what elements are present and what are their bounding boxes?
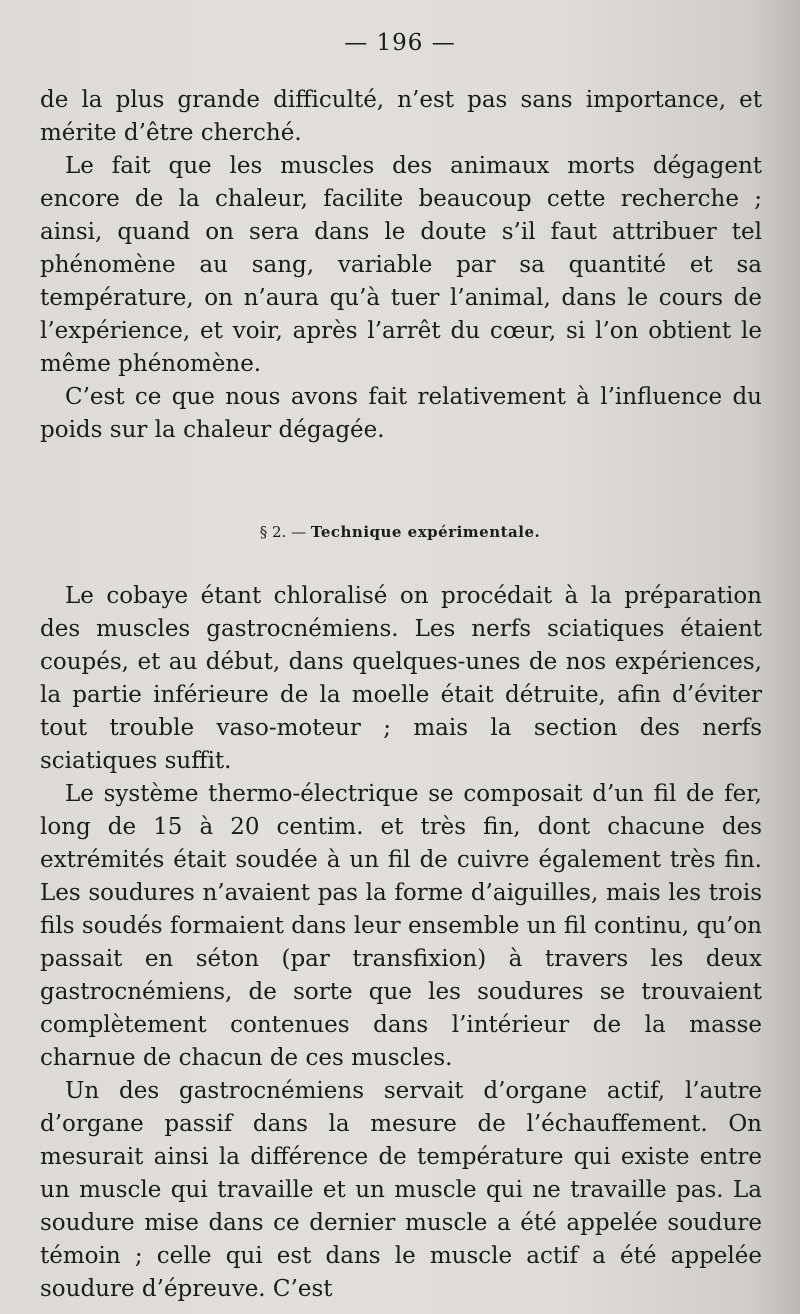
text-block-top — [40, 84, 762, 447]
section-title: Technique expérimentale. — [310, 523, 541, 541]
paragraph: de la plus grande difficulté, n’est pas sans importance, et mérite d’être cherché. — [40, 87, 762, 146]
page-number: — 196 — — [344, 30, 456, 56]
section-heading — [0, 520, 800, 544]
text-block-bottom — [40, 580, 762, 1306]
paragraph: Le cobaye étant chloralisé on procédait à la préparation des muscles gastrocnémiens. Les nerfs sciatiques étaient coupés, et au début, dans quelques-unes de nos expériences, la partie inférieure de la moelle était détruite, afin d’éviter tout trouble vaso-moteur ; mais la section des nerfs sciatiques suffit. — [40, 583, 762, 774]
paragraph: Un des gastrocnémiens servait d’organe actif, l’autre d’organe passif dans la mesure de l’échauffement. On mesurait ainsi la différence de température qui existe entre un muscle qui travaille et un muscle qui ne travaille pas. La soudure mise dans ce dernier muscle a été appelée soudure témoin ; celle qui est dans le muscle actif a été appelée soudure d’épreuve. C’est — [40, 1078, 762, 1302]
paragraph: Le système thermo-électrique se composait d’un fil de fer, long de 15 à 20 centim. et très fin, dont chacune des extrémités était soudée à un fil de cuivre également très fin. Les soudures n’avaient pas la forme d’aiguilles, mais les trois fils soudés formaient dans leur ensemble un fil continu, qu’on passait en séton (par transfixion) à travers les deux gastrocnémiens, de sorte que les soudures se trouvaient complètement contenues dans l’intérieur de la masse charnue de chacun de ces muscles. — [40, 781, 762, 1071]
section-number: § 2. — — [259, 523, 307, 541]
paragraph: Le fait que les muscles des animaux morts dégagent encore de la chaleur, facilite beaucoup cette recherche ; ainsi, quand on sera dans le doute s’il faut attribuer tel phénomène au sang, variable par sa quantité et sa température, on n’aura qu’à tuer l’animal, dans le cours de l’expérience, et voir, après l’arrêt du cœur, si l’on obtient le même phénomène. — [40, 153, 762, 377]
paragraph: C’est ce que nous avons fait relativement à l’influence du poids sur la chaleur dégagée. — [40, 384, 762, 443]
